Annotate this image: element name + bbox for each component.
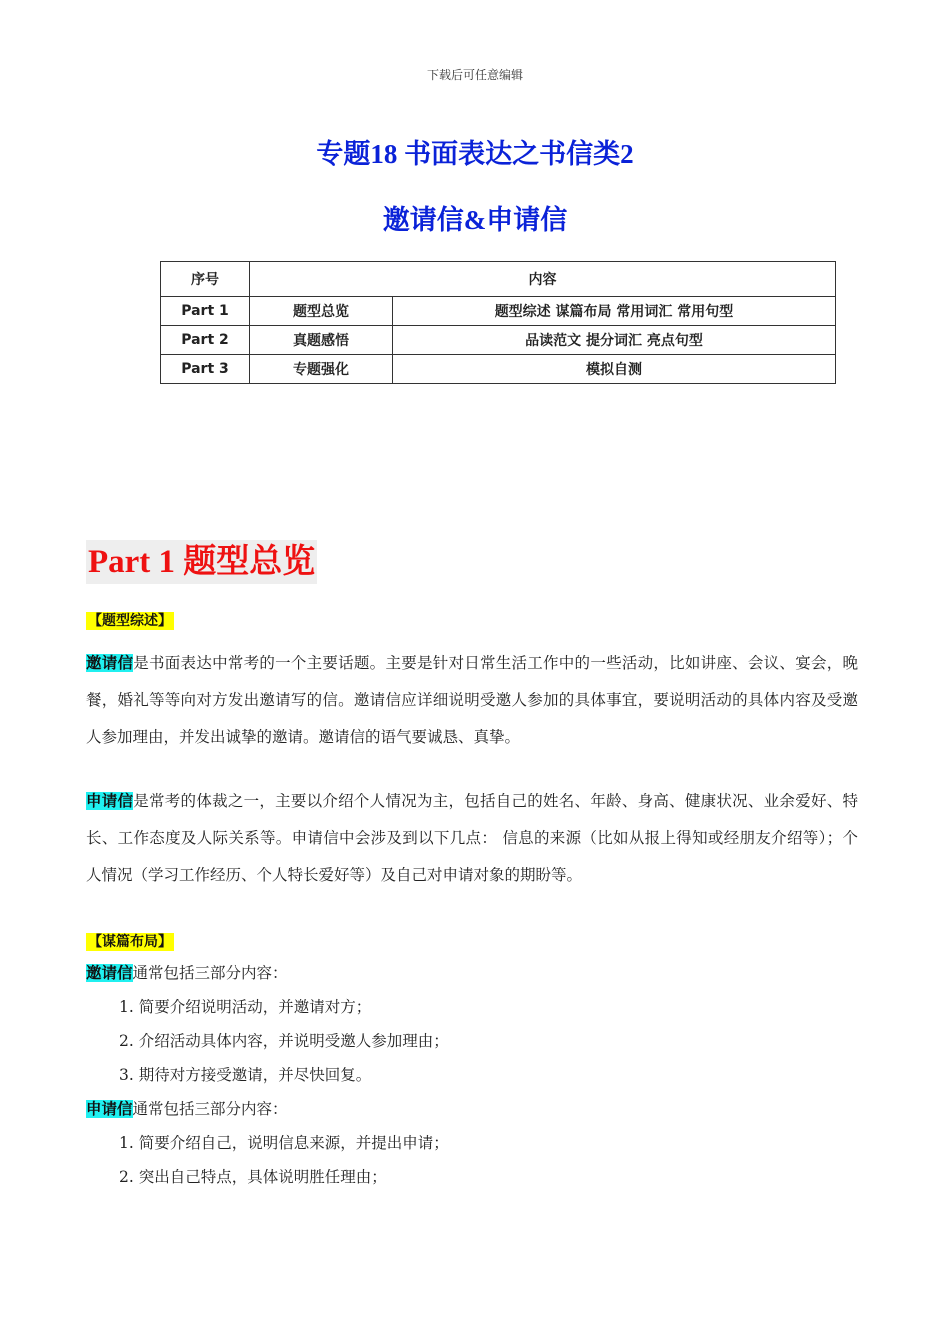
overview-label: 【题型综述】	[88, 613, 172, 629]
toc-table	[160, 261, 836, 384]
toc-name: 专题强化	[250, 355, 393, 384]
header-note: 下载后可任意编辑	[426, 68, 523, 82]
toc-header-row	[161, 262, 836, 297]
toc-detail: 题型综述 谋篇布局 常用词汇 常用句型	[393, 297, 836, 326]
overview-paragraph-apply	[86, 783, 858, 894]
layout-label: 【谋篇布局】	[88, 934, 172, 950]
toc-header-content: 内容	[250, 262, 836, 297]
term-application-letter: 申请信	[86, 1100, 133, 1118]
overview-invite-text: 是书面表达中常考的一个主要话题。主要是针对日常生活工作中的一些活动，比如讲座、会议、宴会，晚餐，婚礼等等向对方发出邀请写的信。邀请信应详细说明受邀人参加的具体事宜，要说明活动的具体内容及受邀人参加理由，并发出诚挚的邀请。邀请信的语气要诚恳、真挚。	[86, 654, 858, 746]
toc-part: Part 2	[161, 326, 250, 355]
layout-invite-intro	[86, 963, 288, 983]
apply-intro-text: 通常包括三部分内容：	[132, 1100, 288, 1118]
toc-part: Part 1	[161, 297, 250, 326]
toc-header-index: 序号	[161, 262, 250, 297]
part1-heading: Part 1 题型总览	[86, 540, 317, 584]
invite-intro-text: 通常包括三部分内容：	[132, 964, 288, 982]
invite-item-2: 2. 介绍活动具体内容，并说明受邀人参加理由；	[119, 1032, 449, 1050]
overview-label-wrap	[86, 610, 174, 630]
toc-row	[161, 355, 836, 384]
term-application-letter: 申请信	[86, 792, 134, 810]
layout-apply-intro	[86, 1099, 288, 1119]
toc-name: 真题感悟	[250, 326, 393, 355]
toc-part: Part 3	[161, 355, 250, 384]
apply-item-2: 2. 突出自己特点，具体说明胜任理由；	[119, 1168, 387, 1186]
toc-detail: 模拟自测	[393, 355, 836, 384]
apply-item-1: 1. 简要介绍自己，说明信息来源，并提出申请；	[119, 1134, 449, 1152]
term-invitation-letter: 邀请信	[86, 654, 134, 672]
invite-item-3: 3. 期待对方接受邀请，并尽快回复。	[119, 1066, 372, 1084]
page-title: 专题18 书面表达之书信类2	[316, 139, 634, 169]
toc-row	[161, 297, 836, 326]
page-subtitle: 邀请信&申请信	[382, 205, 568, 235]
invite-item-1: 1. 简要介绍说明活动，并邀请对方；	[119, 998, 372, 1016]
toc-detail: 品读范文 提分词汇 亮点句型	[393, 326, 836, 355]
toc-row	[161, 326, 836, 355]
toc-name: 题型总览	[250, 297, 393, 326]
layout-label-wrap	[86, 931, 174, 951]
overview-paragraph-invite	[86, 645, 858, 756]
term-invitation-letter: 邀请信	[86, 964, 133, 982]
overview-apply-text: 是常考的体裁之一，主要以介绍个人情况为主，包括自己的姓名、年龄、身高、健康状况、业余爱好、特长、工作态度及人际关系等。申请信中会涉及到以下几点： 信息的来源（比如从报上得知或经朋友介绍等）；个人情况（学习工作经历、个人特长爱好等）及自己对申请对象的期盼等。	[86, 792, 858, 884]
